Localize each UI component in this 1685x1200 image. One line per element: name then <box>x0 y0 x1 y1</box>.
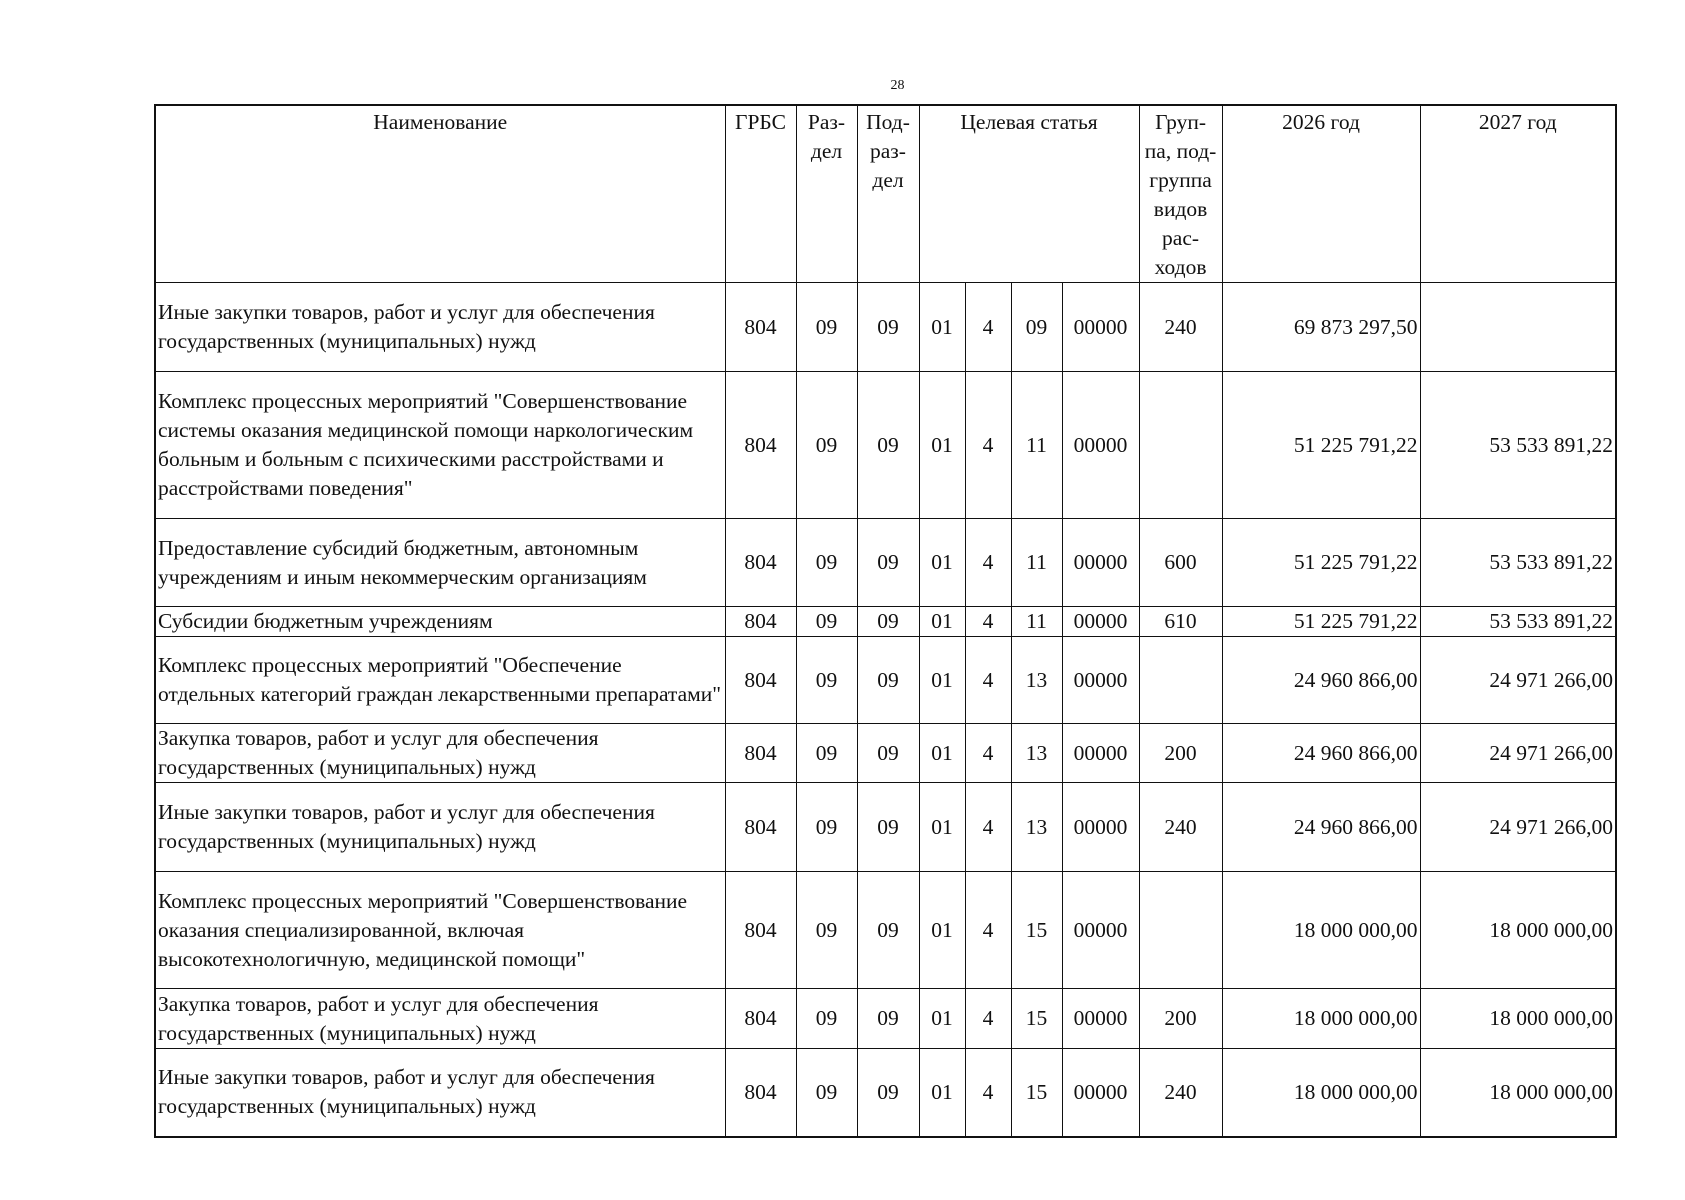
row-amount-2026: 24 960 866,00 <box>1222 724 1420 783</box>
header-group: Груп- па, под- группа видов рас- ходов <box>1139 105 1222 283</box>
row-grbs: 804 <box>725 607 796 637</box>
row-target-direction: 00000 <box>1062 637 1139 724</box>
row-podrazdel: 09 <box>857 1049 919 1137</box>
row-name: Комплекс процессных мероприятий "Совершенствование оказания специализированной, включая высокотехнологичную, медицинской помощи" <box>155 872 725 989</box>
row-expense-group <box>1139 637 1222 724</box>
table-row <box>155 724 1616 783</box>
row-expense-group <box>1139 872 1222 989</box>
row-target-program: 01 <box>919 637 965 724</box>
row-amount-2027: 24 971 266,00 <box>1420 637 1616 724</box>
header-podrazdel: Под- раз- дел <box>857 105 919 283</box>
row-amount-2027: 18 000 000,00 <box>1420 1049 1616 1137</box>
row-grbs: 804 <box>725 872 796 989</box>
row-target-subprogram: 15 <box>1011 1049 1062 1137</box>
table-row <box>155 519 1616 607</box>
row-target-program: 01 <box>919 607 965 637</box>
row-name: Закупка товаров, работ и услуг для обеспечения государственных (муниципальных) нужд <box>155 989 725 1049</box>
row-name: Иные закупки товаров, работ и услуг для обеспечения государственных (муниципальных) нужд <box>155 783 725 872</box>
row-target-type: 4 <box>965 872 1011 989</box>
table-row <box>155 283 1616 372</box>
row-amount-2027: 53 533 891,22 <box>1420 519 1616 607</box>
header-target: Целевая статья <box>919 105 1139 283</box>
table-row <box>155 872 1616 989</box>
header-row <box>155 105 1616 283</box>
row-target-direction: 00000 <box>1062 519 1139 607</box>
row-target-type: 4 <box>965 783 1011 872</box>
row-amount-2026: 24 960 866,00 <box>1222 637 1420 724</box>
row-name: Комплекс процессных мероприятий "Совершенствование системы оказания медицинской помощи наркологическим больным и больным с психическими расстройствами и расстройствами поведения" <box>155 372 725 519</box>
row-target-direction: 00000 <box>1062 607 1139 637</box>
row-expense-group: 610 <box>1139 607 1222 637</box>
row-grbs: 804 <box>725 989 796 1049</box>
row-target-type: 4 <box>965 283 1011 372</box>
row-podrazdel: 09 <box>857 372 919 519</box>
row-razdel: 09 <box>796 372 857 519</box>
row-podrazdel: 09 <box>857 607 919 637</box>
row-amount-2026: 24 960 866,00 <box>1222 783 1420 872</box>
table-row <box>155 372 1616 519</box>
row-amount-2027: 24 971 266,00 <box>1420 783 1616 872</box>
row-amount-2027: 53 533 891,22 <box>1420 607 1616 637</box>
row-razdel: 09 <box>796 989 857 1049</box>
row-grbs: 804 <box>725 519 796 607</box>
row-grbs: 804 <box>725 1049 796 1137</box>
row-podrazdel: 09 <box>857 637 919 724</box>
row-name: Иные закупки товаров, работ и услуг для обеспечения государственных (муниципальных) нужд <box>155 1049 725 1137</box>
table-row <box>155 1049 1616 1137</box>
table-row <box>155 783 1616 872</box>
row-amount-2027: 24 971 266,00 <box>1420 724 1616 783</box>
row-target-subprogram: 15 <box>1011 872 1062 989</box>
row-expense-group: 240 <box>1139 1049 1222 1137</box>
table-row <box>155 607 1616 637</box>
row-target-subprogram: 13 <box>1011 637 1062 724</box>
row-target-subprogram: 11 <box>1011 607 1062 637</box>
header-razdel: Раз- дел <box>796 105 857 283</box>
row-podrazdel: 09 <box>857 724 919 783</box>
row-name: Закупка товаров, работ и услуг для обеспечения государственных (муниципальных) нужд <box>155 724 725 783</box>
row-target-direction: 00000 <box>1062 989 1139 1049</box>
row-target-program: 01 <box>919 872 965 989</box>
row-target-subprogram: 09 <box>1011 283 1062 372</box>
budget-table <box>154 104 1617 1138</box>
row-expense-group: 200 <box>1139 724 1222 783</box>
row-amount-2026: 18 000 000,00 <box>1222 1049 1420 1137</box>
row-razdel: 09 <box>796 724 857 783</box>
row-razdel: 09 <box>796 519 857 607</box>
row-razdel: 09 <box>796 872 857 989</box>
row-razdel: 09 <box>796 783 857 872</box>
row-target-type: 4 <box>965 607 1011 637</box>
row-podrazdel: 09 <box>857 783 919 872</box>
row-target-direction: 00000 <box>1062 372 1139 519</box>
row-target-program: 01 <box>919 1049 965 1137</box>
row-grbs: 804 <box>725 637 796 724</box>
row-amount-2026: 51 225 791,22 <box>1222 607 1420 637</box>
row-target-subprogram: 13 <box>1011 783 1062 872</box>
row-amount-2026: 18 000 000,00 <box>1222 872 1420 989</box>
row-amount-2026: 51 225 791,22 <box>1222 372 1420 519</box>
row-amount-2027 <box>1420 283 1616 372</box>
row-podrazdel: 09 <box>857 989 919 1049</box>
row-target-direction: 00000 <box>1062 872 1139 989</box>
row-grbs: 804 <box>725 283 796 372</box>
row-expense-group: 600 <box>1139 519 1222 607</box>
row-name: Иные закупки товаров, работ и услуг для обеспечения государственных (муниципальных) нужд <box>155 283 725 372</box>
header-2026: 2026 год <box>1222 105 1420 283</box>
row-name: Комплекс процессных мероприятий "Обеспечение отдельных категорий граждан лекарственными препаратами" <box>155 637 725 724</box>
row-amount-2026: 51 225 791,22 <box>1222 519 1420 607</box>
row-target-direction: 00000 <box>1062 283 1139 372</box>
row-grbs: 804 <box>725 724 796 783</box>
row-amount-2027: 18 000 000,00 <box>1420 872 1616 989</box>
row-target-type: 4 <box>965 989 1011 1049</box>
row-razdel: 09 <box>796 637 857 724</box>
header-name: Наименование <box>155 105 725 283</box>
row-target-subprogram: 11 <box>1011 372 1062 519</box>
row-target-direction: 00000 <box>1062 1049 1139 1137</box>
row-razdel: 09 <box>796 1049 857 1137</box>
row-podrazdel: 09 <box>857 872 919 989</box>
row-target-direction: 00000 <box>1062 783 1139 872</box>
row-expense-group: 240 <box>1139 783 1222 872</box>
header-grbs: ГРБС <box>725 105 796 283</box>
row-razdel: 09 <box>796 283 857 372</box>
row-target-direction: 00000 <box>1062 724 1139 783</box>
row-podrazdel: 09 <box>857 519 919 607</box>
row-target-type: 4 <box>965 637 1011 724</box>
row-target-type: 4 <box>965 724 1011 783</box>
row-name: Субсидии бюджетным учреждениям <box>155 607 725 637</box>
row-target-program: 01 <box>919 783 965 872</box>
row-target-program: 01 <box>919 724 965 783</box>
row-target-subprogram: 15 <box>1011 989 1062 1049</box>
row-target-type: 4 <box>965 1049 1011 1137</box>
header-2027: 2027 год <box>1420 105 1616 283</box>
row-name: Предоставление субсидий бюджетным, автономным учреждениям и иным некоммерческим организациям <box>155 519 725 607</box>
row-amount-2026: 18 000 000,00 <box>1222 989 1420 1049</box>
row-target-type: 4 <box>965 372 1011 519</box>
row-target-type: 4 <box>965 519 1011 607</box>
row-amount-2026: 69 873 297,50 <box>1222 283 1420 372</box>
row-target-program: 01 <box>919 283 965 372</box>
row-grbs: 804 <box>725 783 796 872</box>
row-expense-group: 240 <box>1139 283 1222 372</box>
row-expense-group: 200 <box>1139 989 1222 1049</box>
row-grbs: 804 <box>725 372 796 519</box>
row-target-program: 01 <box>919 989 965 1049</box>
row-target-program: 01 <box>919 519 965 607</box>
row-target-subprogram: 11 <box>1011 519 1062 607</box>
row-expense-group <box>1139 372 1222 519</box>
page-number: 28 <box>890 78 905 93</box>
table-row <box>155 989 1616 1049</box>
table-row <box>155 637 1616 724</box>
row-amount-2027: 53 533 891,22 <box>1420 372 1616 519</box>
row-razdel: 09 <box>796 607 857 637</box>
row-target-subprogram: 13 <box>1011 724 1062 783</box>
row-amount-2027: 18 000 000,00 <box>1420 989 1616 1049</box>
row-podrazdel: 09 <box>857 283 919 372</box>
row-target-program: 01 <box>919 372 965 519</box>
